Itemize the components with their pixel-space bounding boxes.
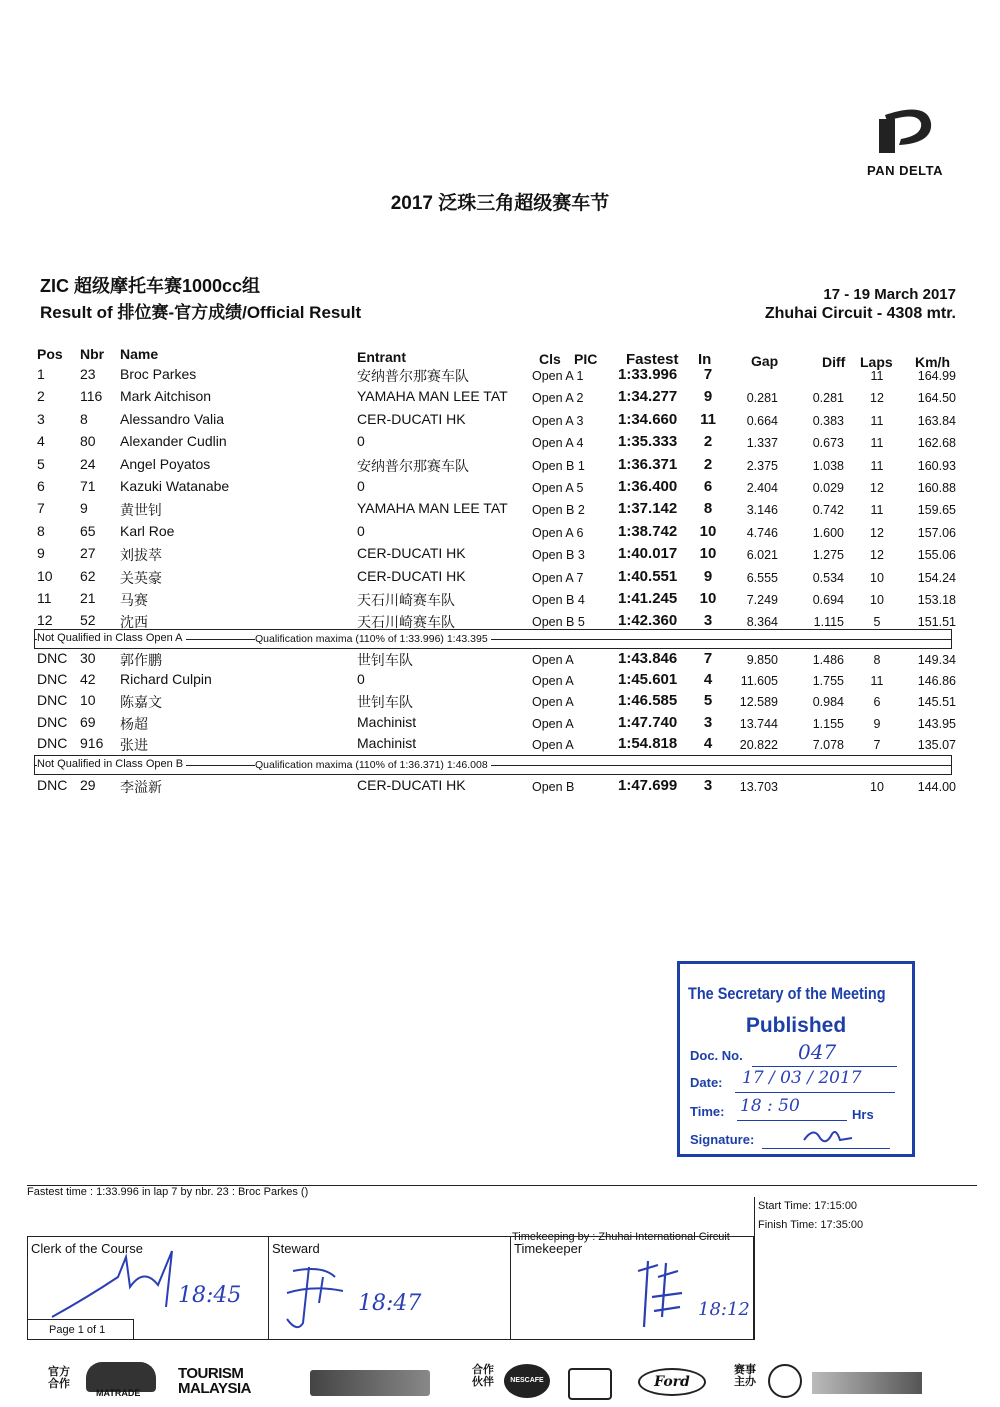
cell-pos: DNC bbox=[37, 671, 68, 688]
cell-pos: 9 bbox=[37, 545, 45, 562]
steward-time: 18:47 bbox=[358, 1291, 422, 1316]
cell-nbr: 30 bbox=[80, 650, 96, 666]
cell-pos: DNC bbox=[37, 734, 68, 751]
cell-fastest: 1:38.742 bbox=[618, 522, 678, 540]
timekeeping-by: Timekeeping by : Zhuhai International Circuit bbox=[512, 1231, 730, 1243]
stamp-date-label: Date: bbox=[690, 1075, 723, 1090]
cell-diff: 0.281 bbox=[812, 391, 844, 406]
cell-cls: Open B bbox=[532, 780, 575, 794]
cell-fastest: 1:54.818 bbox=[618, 734, 678, 752]
table-row bbox=[0, 500, 1000, 522]
clerk-time: 18:45 bbox=[178, 1283, 242, 1308]
cell-entrant: 天石川崎赛车队 bbox=[357, 614, 455, 631]
cell-name: 关英豪 bbox=[120, 569, 162, 586]
cell-pos: DNC bbox=[37, 692, 68, 709]
cell-diff: 7.078 bbox=[812, 737, 844, 752]
cell-laps: 10 bbox=[870, 593, 884, 607]
cell-entrant: YAMAHA MAN LEE TAT bbox=[357, 388, 508, 405]
cell-pos: 4 bbox=[37, 433, 45, 450]
cell-laps: 11 bbox=[870, 503, 884, 518]
cell-kmh: 153.18 bbox=[917, 593, 956, 607]
cell-entrant: Machinist bbox=[357, 734, 417, 751]
table-row bbox=[0, 523, 1000, 545]
cell-pos: 7 bbox=[37, 500, 45, 517]
header-entrant: Entrant bbox=[357, 349, 406, 365]
cell-laps: 12 bbox=[870, 548, 884, 563]
cell-laps: 11 bbox=[870, 369, 884, 383]
cell-fastest: 1:45.601 bbox=[618, 671, 678, 689]
cell-entrant: 世钊车队 bbox=[357, 652, 413, 668]
cell-nbr: 27 bbox=[80, 545, 96, 562]
cell-name: 马赛 bbox=[120, 592, 148, 608]
table-row bbox=[0, 388, 1000, 410]
cell-laps: 11 bbox=[870, 413, 884, 428]
cell-entrant: YAMAHA MAN LEE TAT bbox=[357, 500, 508, 517]
table-row bbox=[0, 671, 1000, 693]
cell-kmh: 162.68 bbox=[917, 436, 956, 451]
cell-diff: 1.486 bbox=[812, 653, 844, 667]
stamp-hrs-label: Hrs bbox=[852, 1107, 874, 1122]
cell-pos: 2 bbox=[37, 388, 45, 405]
timekeeper-signature bbox=[628, 1257, 688, 1337]
cell-kmh: 160.88 bbox=[917, 481, 956, 495]
cell-nbr: 21 bbox=[80, 590, 96, 606]
table-row bbox=[0, 714, 1000, 736]
cell-kmh: 151.51 bbox=[917, 615, 956, 630]
nq-b-maxima: Qualification maxima (110% of 1:36.371) 1:46.008 bbox=[255, 759, 491, 771]
cell-fastest: 1:33.996 bbox=[618, 366, 678, 383]
table-row bbox=[0, 692, 1000, 714]
event-brand-icon bbox=[310, 1370, 430, 1396]
cell-gap: 13.744 bbox=[739, 716, 778, 731]
cell-gap: 12.589 bbox=[739, 695, 778, 710]
cell-in: 3 bbox=[703, 713, 713, 731]
cell-diff: 1.155 bbox=[812, 716, 844, 731]
cell-cls: Open A 5 bbox=[532, 481, 584, 495]
nescafe-logo: NESCAFE bbox=[504, 1364, 550, 1398]
matrade-logo: MATRADE bbox=[96, 1388, 141, 1398]
stamp-time-label: Time: bbox=[690, 1104, 725, 1119]
stamp-signature bbox=[800, 1124, 860, 1148]
circuit-info: Zhuhai Circuit - 4308 mtr. bbox=[764, 305, 956, 322]
cell-gap: 9.850 bbox=[746, 653, 778, 667]
cell-gap: 0.664 bbox=[746, 413, 778, 428]
zic-logo-icon bbox=[812, 1372, 922, 1394]
cell-nbr: 916 bbox=[80, 734, 104, 751]
cell-fastest: 1:36.371 bbox=[618, 455, 678, 473]
cell-gap: 1.337 bbox=[746, 436, 778, 451]
table-row bbox=[0, 433, 1000, 455]
stamp-date-value: 17 / 03 / 2017 bbox=[742, 1068, 862, 1088]
fastest-time-note: Fastest time : 1:33.996 in lap 7 by nbr. 23 : Broc Parkes () bbox=[27, 1186, 309, 1198]
cell-cls: Open A bbox=[532, 737, 574, 752]
cell-nbr: 42 bbox=[80, 671, 96, 688]
cell-fastest: 1:46.585 bbox=[618, 692, 678, 710]
cell-pos: 12 bbox=[37, 612, 53, 629]
cell-fastest: 1:34.660 bbox=[618, 410, 678, 428]
cell-entrant: CER-DUCATI HK bbox=[357, 567, 466, 584]
cell-entrant: 安纳普尔那赛车队 bbox=[357, 368, 469, 384]
cell-cls: Open A 1 bbox=[532, 369, 584, 383]
cell-cls: Open B 2 bbox=[532, 503, 585, 518]
cell-diff: 0.029 bbox=[812, 481, 844, 495]
stamp-title: The Secretary of the Meeting bbox=[688, 984, 886, 1003]
cell-laps: 11 bbox=[870, 458, 884, 473]
cell-cls: Open A 7 bbox=[532, 570, 584, 585]
cell-cls: Open A bbox=[532, 716, 574, 731]
cell-pos: 5 bbox=[37, 455, 45, 472]
header-diff: Diff bbox=[822, 354, 846, 370]
document-title: 2017 泛珠三角超级赛车节 bbox=[390, 193, 610, 214]
cell-diff: 0.673 bbox=[812, 436, 844, 451]
cell-gap: 3.146 bbox=[746, 503, 778, 518]
cell-entrant: CER-DUCATI HK bbox=[357, 777, 466, 793]
event-dates: 17 - 19 March 2017 bbox=[823, 286, 956, 303]
cell-fastest: 1:47.699 bbox=[618, 777, 678, 794]
cell-kmh: 143.95 bbox=[917, 716, 956, 731]
cell-entrant: 0 bbox=[357, 478, 365, 494]
cell-kmh: 163.84 bbox=[917, 413, 956, 428]
cell-kmh: 164.99 bbox=[917, 369, 956, 383]
clerk-label: Clerk of the Course bbox=[31, 1241, 143, 1256]
cell-diff: 1.038 bbox=[812, 458, 844, 473]
table-row bbox=[0, 456, 1000, 478]
steward-label: Steward bbox=[272, 1241, 320, 1256]
cell-laps: 9 bbox=[873, 716, 881, 731]
start-time: Start Time: 17:15:00 bbox=[758, 1200, 858, 1212]
cell-entrant: CER-DUCATI HK bbox=[357, 410, 466, 427]
cell-kmh: 157.06 bbox=[917, 525, 956, 540]
cell-gap: 4.746 bbox=[746, 525, 778, 540]
sponsor-strip bbox=[48, 1358, 978, 1404]
stamp-time-value: 18 : 50 bbox=[740, 1096, 800, 1116]
header-cls: Cls bbox=[539, 351, 561, 367]
cell-cls: Open A 6 bbox=[532, 525, 584, 540]
cell-in: 2 bbox=[703, 433, 713, 451]
cell-gap: 13.703 bbox=[739, 780, 778, 794]
header-gap: Gap bbox=[751, 353, 779, 369]
header-fastest: Fastest bbox=[626, 351, 679, 368]
cell-diff: 1.275 bbox=[812, 548, 844, 563]
cell-cls: Open A 4 bbox=[532, 436, 584, 451]
table-row bbox=[0, 568, 1000, 590]
cell-laps: 5 bbox=[873, 615, 881, 630]
results-header bbox=[0, 346, 1000, 368]
cell-kmh: 154.24 bbox=[917, 570, 956, 585]
cell-kmh: 145.51 bbox=[917, 695, 956, 710]
cell-fastest: 1:34.277 bbox=[618, 388, 678, 406]
cell-cls: Open A 2 bbox=[532, 391, 584, 406]
cell-laps: 8 bbox=[873, 653, 881, 667]
cell-laps: 7 bbox=[873, 737, 881, 752]
cell-entrant: 0 bbox=[357, 433, 365, 450]
cell-fastest: 1:35.333 bbox=[618, 433, 678, 451]
stamp-doc-label: Doc. No. bbox=[690, 1048, 743, 1063]
cell-nbr: 29 bbox=[80, 777, 96, 793]
cell-pos: DNC bbox=[37, 650, 68, 666]
session-times bbox=[754, 1197, 978, 1340]
timekeeper-label: Timekeeper bbox=[514, 1241, 583, 1256]
cell-in: 11 bbox=[700, 410, 716, 428]
cell-name: Angel Poyatos bbox=[120, 455, 211, 472]
cell-diff: 1.115 bbox=[813, 615, 844, 630]
cell-diff: 1.755 bbox=[812, 674, 844, 689]
cell-nbr: 71 bbox=[80, 478, 96, 494]
cell-diff: 0.694 bbox=[812, 593, 844, 607]
cell-laps: 12 bbox=[870, 525, 884, 540]
cell-name: Richard Culpin bbox=[120, 671, 212, 688]
cell-nbr: 52 bbox=[80, 612, 96, 629]
cell-nbr: 23 bbox=[80, 366, 96, 382]
cell-cls: Open B 1 bbox=[532, 458, 585, 473]
cell-name: 郭作鹏 bbox=[120, 652, 162, 668]
cell-laps: 11 bbox=[870, 674, 884, 689]
cell-gap: 11.605 bbox=[740, 674, 778, 689]
table-row bbox=[0, 366, 1000, 388]
cell-pos: 1 bbox=[37, 366, 45, 382]
cell-pos: 3 bbox=[37, 410, 45, 427]
header-nbr: Nbr bbox=[80, 346, 105, 362]
cell-kmh: 155.06 bbox=[917, 548, 956, 563]
cell-nbr: 8 bbox=[80, 410, 88, 427]
cell-gap: 7.249 bbox=[746, 593, 778, 607]
clerk-signature bbox=[48, 1247, 178, 1321]
cell-entrant: CER-DUCATI HK bbox=[357, 545, 466, 562]
cell-pos: DNC bbox=[37, 777, 68, 793]
ford-logo: Ford bbox=[638, 1368, 706, 1396]
table-row bbox=[0, 777, 1000, 799]
table-row bbox=[0, 735, 1000, 757]
cell-in: 3 bbox=[703, 612, 713, 630]
cell-fastest: 1:42.360 bbox=[618, 612, 678, 630]
not-qualified-open-a bbox=[34, 629, 952, 649]
cell-diff: 0.742 bbox=[812, 503, 844, 518]
cell-gap: 2.375 bbox=[746, 458, 778, 473]
cell-name: 陈嘉文 bbox=[120, 694, 162, 711]
cell-laps: 10 bbox=[870, 780, 884, 794]
cell-name: 沈西 bbox=[120, 614, 148, 631]
cell-gap: 6.555 bbox=[746, 570, 778, 585]
stamp-signature-label: Signature: bbox=[690, 1132, 755, 1147]
page-number: Page 1 of 1 bbox=[49, 1324, 106, 1336]
cell-name: 张进 bbox=[120, 736, 148, 753]
table-row bbox=[0, 650, 1000, 672]
cell-pos: 8 bbox=[37, 522, 45, 539]
cell-name: 黄世钊 bbox=[120, 502, 162, 519]
cell-pos: DNC bbox=[37, 713, 68, 730]
cell-fastest: 1:37.142 bbox=[618, 500, 678, 518]
stamp-doc-value: 047 bbox=[798, 1040, 837, 1064]
nq-a-label: Not Qualified in Class Open A bbox=[37, 632, 186, 644]
secretary-stamp bbox=[677, 961, 915, 1157]
cell-fastest: 1:47.740 bbox=[618, 713, 678, 731]
zic-emblem-icon bbox=[768, 1364, 802, 1398]
cell-cls: Open A bbox=[532, 674, 574, 689]
header-name: Name bbox=[120, 346, 159, 362]
header-in: In bbox=[698, 351, 712, 368]
cell-kmh: 149.34 bbox=[917, 653, 956, 667]
cell-in: 6 bbox=[703, 478, 713, 495]
cell-nbr: 10 bbox=[80, 692, 96, 709]
cell-in: 7 bbox=[703, 650, 713, 667]
cell-entrant: 0 bbox=[357, 522, 365, 539]
cell-in: 2 bbox=[703, 455, 713, 473]
tourism-malaysia-logo: TOURISM MALAYSIA bbox=[178, 1365, 251, 1397]
page-number-box bbox=[27, 1319, 134, 1340]
cell-nbr: 65 bbox=[80, 522, 96, 539]
stamp-status: Published bbox=[745, 1014, 847, 1037]
cell-gap: 0.281 bbox=[746, 391, 778, 406]
label-event-organizer: 赛事主办 bbox=[734, 1364, 756, 1388]
cell-gap: 6.021 bbox=[746, 548, 778, 563]
cell-in: 8 bbox=[703, 500, 713, 518]
nq-b-label: Not Qualified in Class Open B bbox=[37, 758, 186, 770]
cell-name: 李溢新 bbox=[120, 779, 162, 795]
pan-delta-logo bbox=[855, 105, 955, 180]
table-row bbox=[0, 545, 1000, 567]
cell-name: Mark Aitchison bbox=[120, 388, 212, 405]
cell-in: 10 bbox=[699, 522, 717, 540]
cell-entrant: 安纳普尔那赛车队 bbox=[357, 457, 469, 474]
cell-cls: Open B 5 bbox=[532, 615, 585, 630]
cell-laps: 6 bbox=[873, 695, 881, 710]
cell-cls: Open B 3 bbox=[532, 548, 585, 563]
cell-cls: Open A bbox=[532, 695, 574, 710]
cell-kmh: 144.00 bbox=[917, 780, 956, 794]
cell-in: 10 bbox=[699, 590, 717, 607]
cell-laps: 11 bbox=[870, 436, 884, 451]
cell-in: 5 bbox=[703, 692, 713, 710]
cell-pos: 11 bbox=[37, 590, 52, 606]
cell-name: Broc Parkes bbox=[120, 366, 197, 382]
cell-gap: 20.822 bbox=[739, 737, 778, 752]
cell-nbr: 24 bbox=[80, 455, 96, 472]
steward-signature bbox=[273, 1263, 353, 1333]
finish-time: Finish Time: 17:35:00 bbox=[758, 1219, 864, 1231]
header-pic: PIC bbox=[574, 351, 598, 367]
pan-delta-mark-icon bbox=[877, 105, 933, 155]
cell-kmh: 146.86 bbox=[917, 674, 956, 689]
cell-nbr: 116 bbox=[80, 388, 103, 405]
pan-delta-logo-text: PAN DELTA bbox=[867, 163, 943, 178]
cell-fastest: 1:40.551 bbox=[618, 567, 678, 585]
cell-nbr: 69 bbox=[80, 713, 96, 730]
cell-fastest: 1:36.400 bbox=[618, 478, 678, 495]
cell-entrant: Machinist bbox=[357, 713, 417, 730]
table-row bbox=[0, 411, 1000, 433]
cell-entrant: 世钊车队 bbox=[357, 694, 413, 711]
cell-diff: 0.984 bbox=[812, 695, 844, 710]
cell-in: 4 bbox=[703, 734, 713, 752]
cell-cls: Open A 3 bbox=[532, 413, 584, 428]
cell-gap: 2.404 bbox=[746, 481, 778, 495]
cell-pos: 6 bbox=[37, 478, 45, 494]
sponsor-icon bbox=[568, 1368, 612, 1400]
result-title: Result of 排位赛-官方成绩/Official Result bbox=[40, 303, 362, 322]
cell-fastest: 1:43.846 bbox=[618, 650, 678, 667]
label-partner: 合作伙伴 bbox=[472, 1364, 494, 1388]
cell-kmh: 135.07 bbox=[917, 737, 956, 752]
cell-diff: 0.383 bbox=[812, 413, 844, 428]
not-qualified-open-b bbox=[34, 755, 952, 775]
header-kmh: Km/h bbox=[915, 354, 950, 370]
cell-in: 10 bbox=[699, 545, 717, 563]
cell-name: Alessandro Valia bbox=[120, 410, 225, 427]
class-title: ZIC 超级摩托车赛1000cc组 bbox=[40, 276, 261, 296]
cell-laps: 10 bbox=[870, 570, 884, 585]
cell-kmh: 164.50 bbox=[917, 391, 956, 406]
cell-in: 4 bbox=[703, 671, 713, 689]
header-laps: Laps bbox=[860, 354, 893, 370]
cell-nbr: 62 bbox=[80, 567, 96, 584]
cell-nbr: 80 bbox=[80, 433, 96, 450]
header-pos: Pos bbox=[37, 346, 63, 362]
table-row bbox=[0, 590, 1000, 612]
signature-box bbox=[27, 1236, 754, 1340]
cell-cls: Open A bbox=[532, 653, 574, 667]
cell-kmh: 159.65 bbox=[917, 503, 956, 518]
cell-name: Kazuki Watanabe bbox=[120, 478, 230, 494]
cell-entrant: 天石川崎赛车队 bbox=[357, 592, 455, 608]
cell-name: 杨超 bbox=[120, 715, 148, 732]
timekeeper-time: 18:12 bbox=[698, 1299, 750, 1320]
cell-name: Alexander Cudlin bbox=[120, 433, 227, 450]
nq-a-maxima: Qualification maxima (110% of 1:33.996) 1:43.395 bbox=[255, 633, 491, 645]
cell-in: 3 bbox=[703, 777, 713, 794]
cell-in: 9 bbox=[703, 388, 713, 406]
cell-name: 刘拔萃 bbox=[120, 547, 162, 564]
cell-in: 7 bbox=[703, 366, 713, 383]
cell-cls: Open B 4 bbox=[532, 593, 585, 607]
cell-diff: 0.534 bbox=[812, 570, 844, 585]
cell-entrant: 0 bbox=[357, 671, 365, 688]
cell-nbr: 9 bbox=[80, 500, 88, 517]
table-row bbox=[0, 478, 1000, 500]
cell-fastest: 1:41.245 bbox=[618, 590, 678, 607]
cell-laps: 12 bbox=[870, 391, 884, 406]
cell-pos: 10 bbox=[37, 567, 53, 584]
label-official-partner: 官方合作 bbox=[48, 1366, 70, 1390]
cell-name: Karl Roe bbox=[120, 522, 175, 539]
cell-kmh: 160.93 bbox=[917, 458, 956, 473]
cell-diff: 1.600 bbox=[812, 525, 844, 540]
cell-in: 9 bbox=[703, 567, 713, 585]
cell-fastest: 1:40.017 bbox=[618, 545, 678, 563]
cell-laps: 12 bbox=[870, 481, 884, 495]
cell-gap: 8.364 bbox=[746, 615, 778, 630]
